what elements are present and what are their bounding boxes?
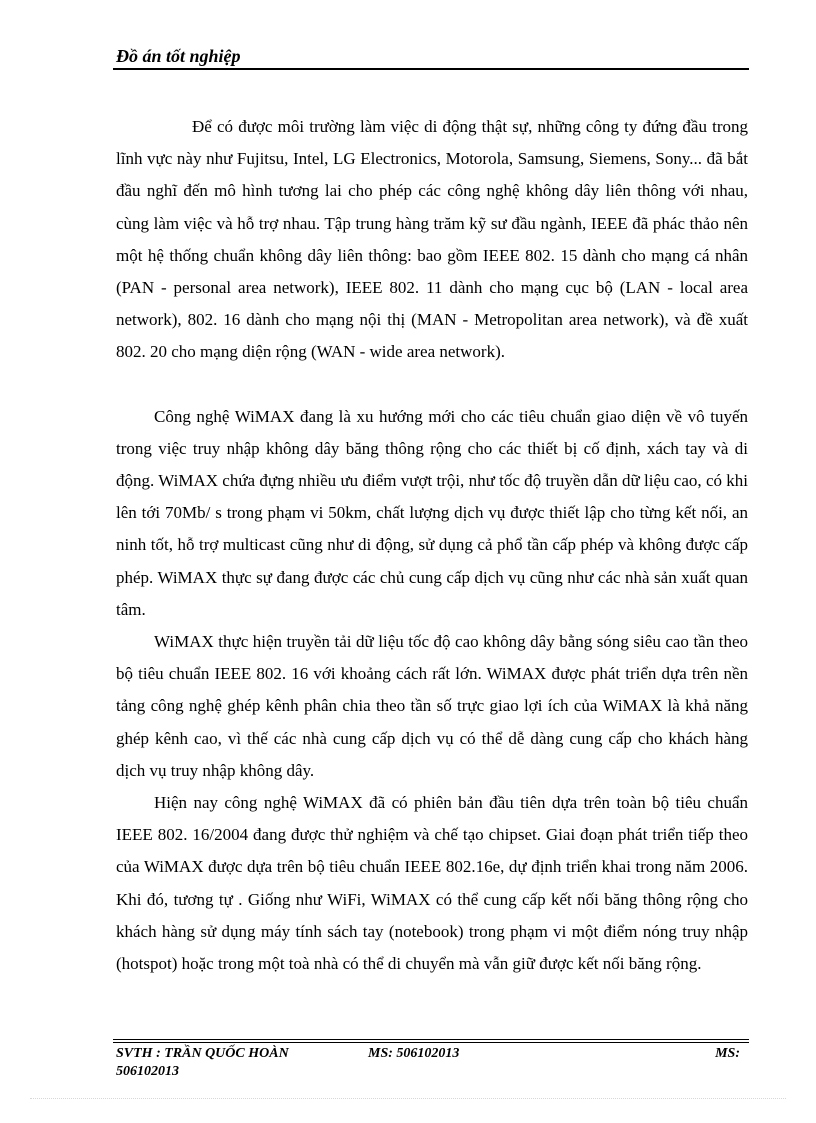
footer-row-2 <box>116 1063 740 1081</box>
footer-divider-top <box>113 1039 749 1040</box>
paragraph-4: Hiện nay công nghệ WiMAX đã có phiên bản đầu tiên dựa trên toàn bộ tiêu chuẩn IEEE 802. 16/2004 đang được thử nghiệm và chế tạo chipset. Giai đoạn phát triển tiếp theo của WiMAX được dựa trên bộ tiêu chuẩn IEEE 802.16e, dự định triển khai trong năm 2006. Khi đó, tương tự . Giống như WiFi, WiMAX có thể cung cấp kết nối băng thông rộng cho khách hàng sử dụng máy tính sách tay (notebook) trong phạm vi một điểm nóng truy nhập (hotspot) hoặc trong một toà nhà có thể di chuyển mà vẫn giữ được kết nối băng rộng. <box>116 793 748 974</box>
document-body <box>116 111 748 980</box>
paragraph-2: Công nghệ WiMAX đang là xu hướng mới cho các tiêu chuẩn giao diện về vô tuyến trong việc truy nhập không dây băng thông rộng cho các thiết bị cố định, xách tay và di động. WiMAX chứa đựng nhiều ưu điểm vượt trội, như tốc độ truyền dẫn dữ liệu cao, có khi lên tới 70Mb/ s trong phạm vi 50km, chất lượng dịch vụ được thiết lập cho từng kết nối, an ninh tốt, hỗ trợ multicast cũng như di động, sử dụng cả phổ tần cấp phép và không được cấp phép. WiMAX thực sự đang được các chủ cung cấp dịch vụ cũng như các nhà sản xuất quan tâm. <box>116 406 748 619</box>
page-footer <box>116 1045 740 1081</box>
paragraph-3: WiMAX thực hiện truyền tải dữ liệu tốc độ cao không dây bằng sóng siêu cao tần theo bộ tiêu chuẩn IEEE 802. 16 với khoảng cách rất lớn. WiMAX được phát triển dựa trên nền tảng công nghệ ghép kênh phân chia theo tần số trực giao lợi ích của WiMAX là khả năng ghép kênh cao, vì thế các nhà cung cấp dịch vụ có thể dễ dàng cung cấp cho khách hàng dịch vụ truy nhập không dây. <box>116 632 748 780</box>
paragraph-1: Để có được môi trường làm việc di động thật sự, những công ty đứng đầu trong lĩnh vực này như Fujitsu, Intel, LG Electronics, Motorola, Samsung, Siemens, Sony... đã bắt đầu nghĩ đến mô hình tương lai cho phép các công nghệ không dây liên thông với nhau, cùng làm việc và hỗ trợ nhau. Tập trung hàng trăm kỹ sư đầu ngành, IEEE đã phác thảo nên một hệ thống chuẩn không dây liên thông: bao gồm IEEE 802. 15 dành cho mạng cá nhân (PAN - personal area network), IEEE 802. 11 dành cho mạng cục bộ (LAN - local area network), 802. 16 dành cho mạng nội thị (MAN - Metropolitan area network), và đề xuất 802. 20 cho mạng diện rộng (WAN - wide area network). <box>116 117 748 362</box>
footer-student-id: MS: 506102013 <box>368 1046 460 1061</box>
footer-student-name: SVTH : TRẦN QUỐC HOÀN <box>116 1046 289 1061</box>
footer-row <box>116 1045 740 1063</box>
header-divider <box>113 68 749 70</box>
page-header-title: Đồ án tốt nghiệp <box>116 46 241 66</box>
footer-divider-bottom <box>113 1042 749 1043</box>
page-bottom-border <box>30 1098 786 1099</box>
footer-id-label: MS: <box>715 1046 740 1061</box>
footer-id-value: 506102013 <box>116 1064 179 1079</box>
